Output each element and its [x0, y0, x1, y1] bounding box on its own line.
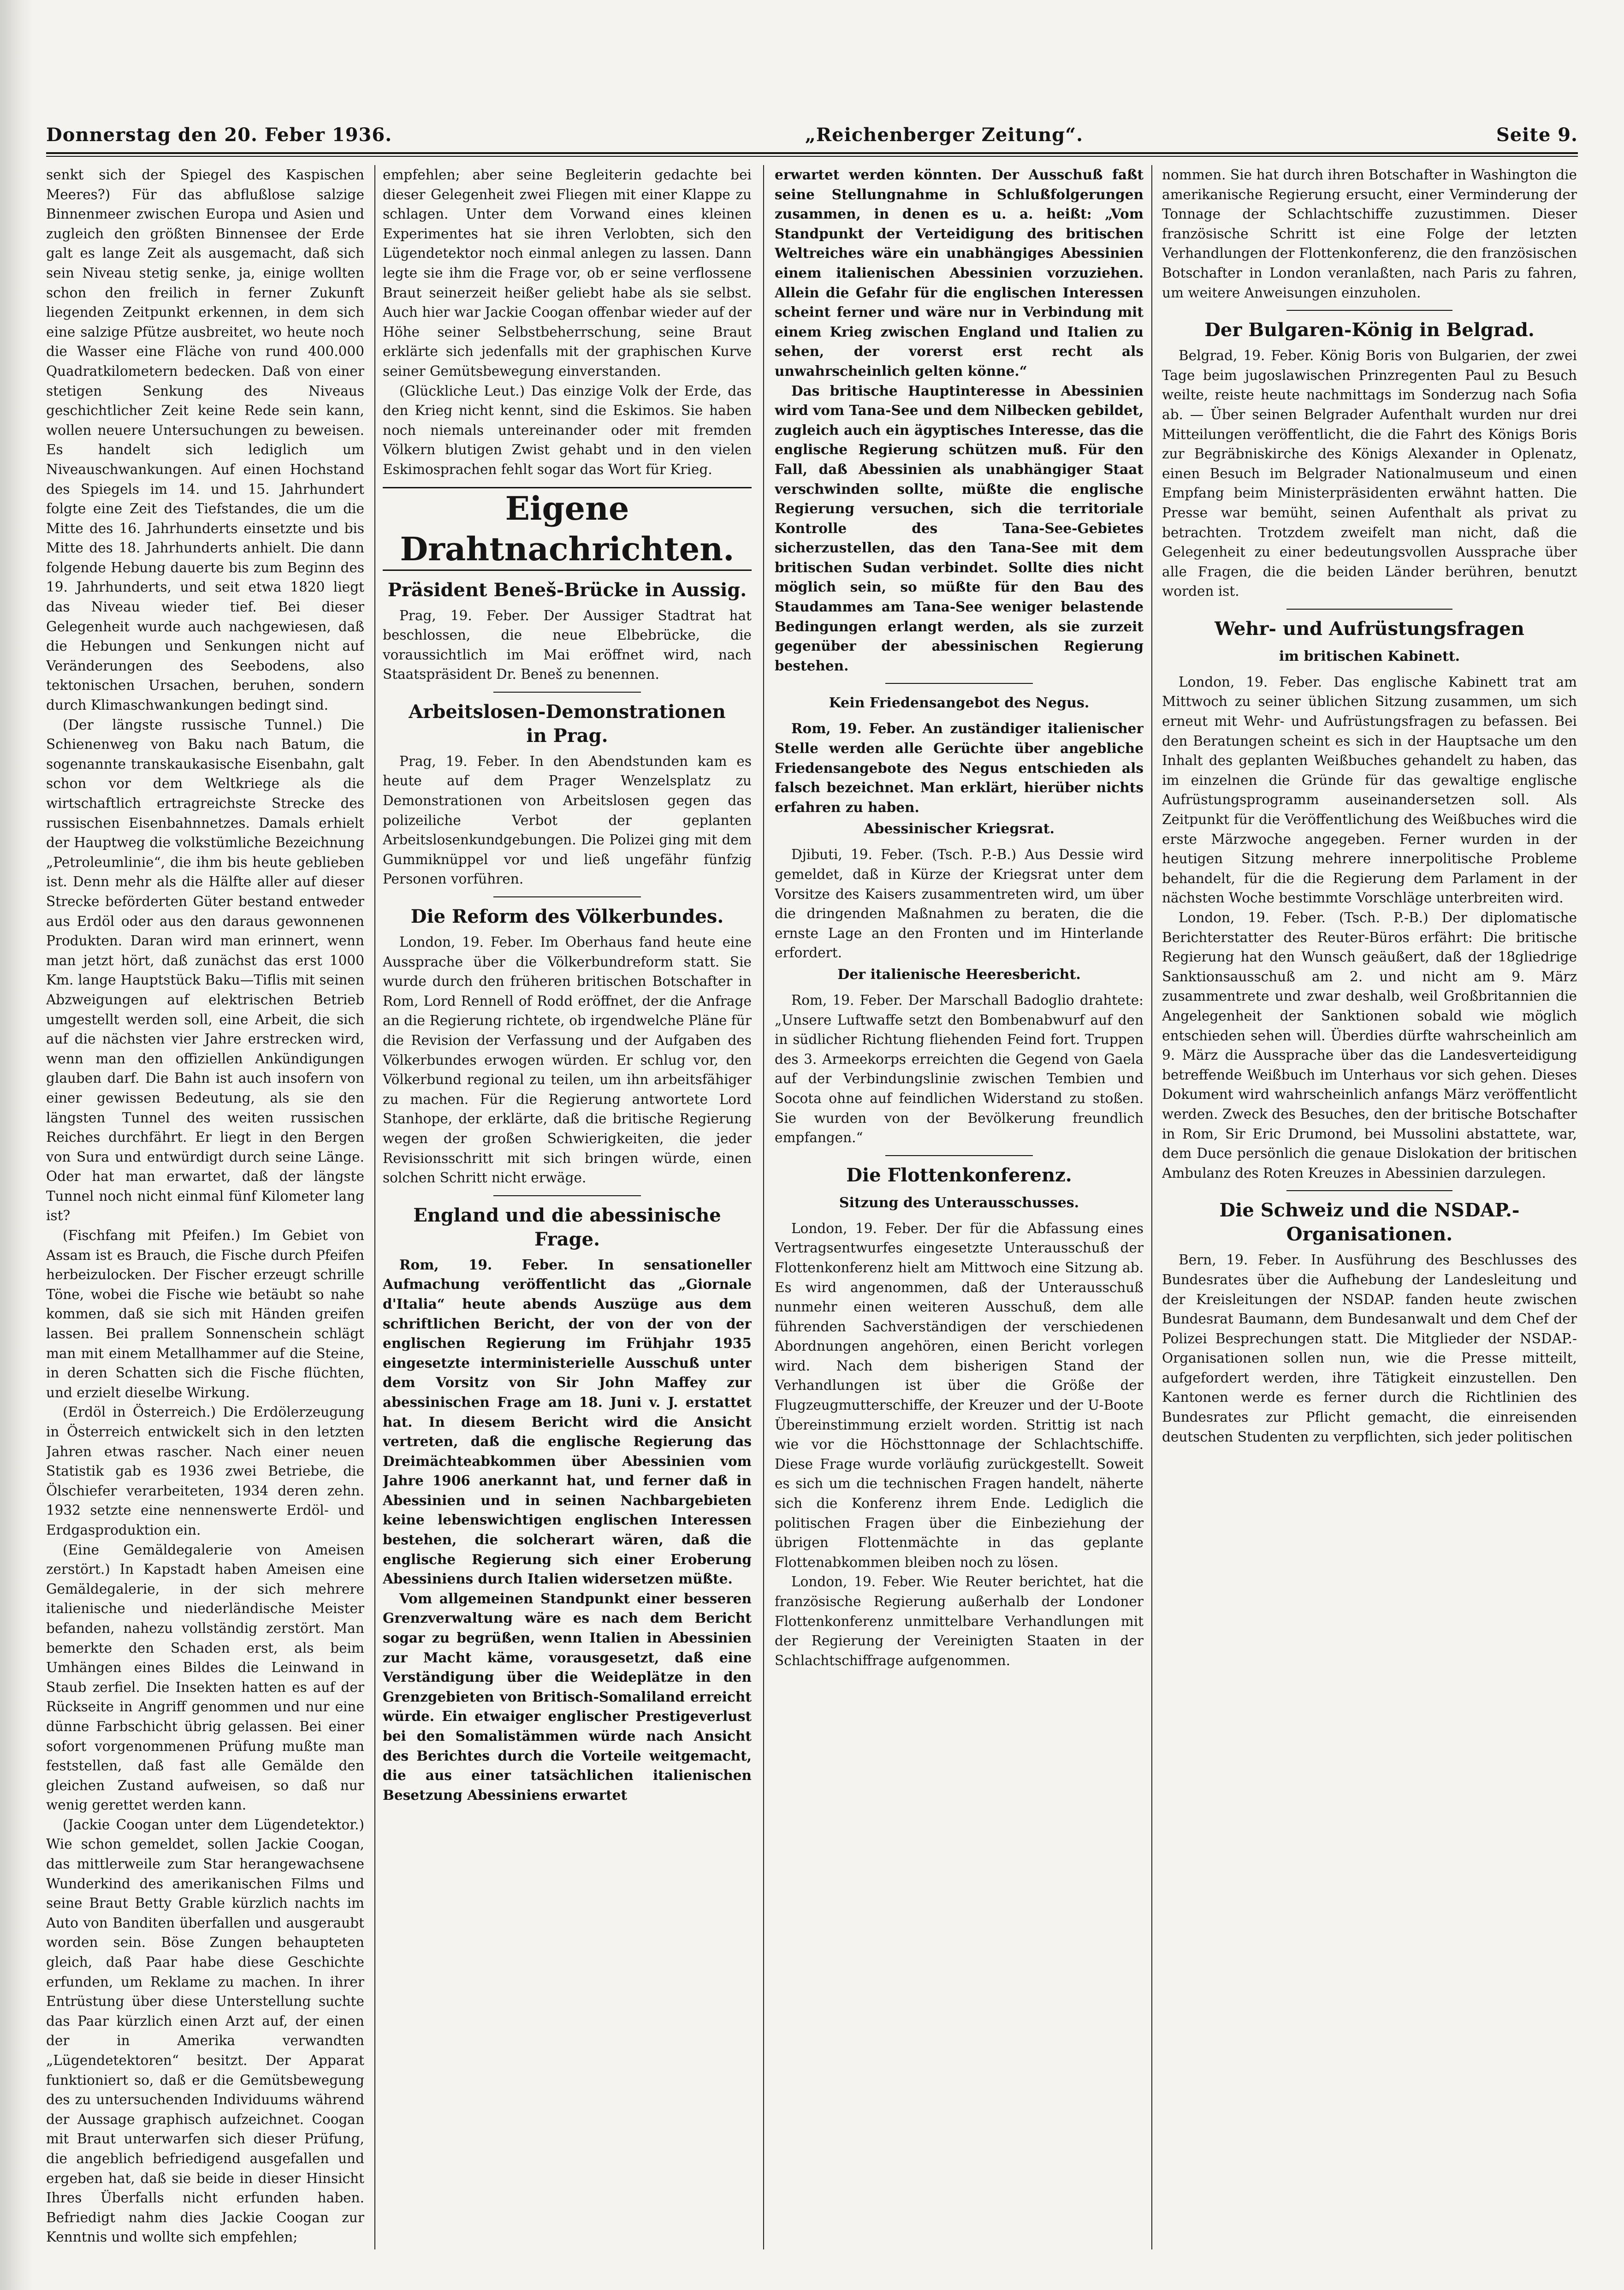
article-oil-austria: (Erdöl in Österreich.) Die Erdölerzeugung in Österreich entwickelt sich in den letzten Jahren etwas rascher. Nach einer neuen Statistik gab es 1936 zwei Betriebe, die Ölschiefer verarbeiteten, 1934 deren zehn. 1932 setzte eine nennenswerte Erdöl- und Erdgasproduktion ein. [46, 1404, 364, 1538]
column-divider [374, 165, 375, 2249]
headline-no-peace-offer: Kein Friedensangebot des Negus. [829, 695, 1090, 712]
column-divider [1151, 165, 1152, 2249]
headline-demonstrations-line2: in Prag. [526, 724, 608, 747]
article-french-battleships: London, 19. Feber. Wie Reuter berichtet, hat die französische Regierung außerhalb der Londoner Flottenkonferenz unmittelbare Verhandlungen mit der Regierung der Vereinigten Staaten in der Schlachtschiffrage aufgenommen. [775, 1574, 1144, 1668]
article-french-continued: nommen. Sie hat durch ihren Botschafter in Washington die amerikanische Regierung ersucht, einer Verminderung der Tonnage der Schlachtschiffe zuzustimmen. Dieser französische Schritt ist eine Folge der letzten Verhandlungen der Flottenkonferenz, die den französischen Botschafter in London veranlaßten, nach Paris zu fahren, um weitere Anweisungen einzuholen. [1162, 167, 1577, 301]
article-benes-bridge: Prag, 19. Feber. Der Aussiger Stadtrat hat beschlossen, die neue Elbebrücke, die voraussichtlich im Mai eröffnet wird, nach Staatspräsident Dr. Beneš zu benennen. [383, 607, 752, 682]
article-army-report: Rom, 19. Feber. Der Marschall Badoglio drahtete: „Unsere Luftwaffe setzt den Bombenabwurf auf den in südlicher Richtung fliehenden Feind fort. Truppen des 3. Armeekorps erreichten die Gegend von Gaela auf der Verbindungslinie zwischen Tembien und Socota ohne auf feindlichen Widerstand zu stoßen. Sie wurden von der Bevölkerung freundlich empfangen.“ [775, 992, 1144, 1146]
subheadline-british-cabinet: im britischen Kabinett. [1279, 648, 1460, 664]
separator [1286, 1190, 1452, 1191]
article-naval-conference: London, 19. Feber. Der für die Abfassung eines Vertragsentwurfes eingesetzte Unterausschuß der Flottenkonferenz hielt am Mittwoch eine Sitzung ab. Es wird angenommen, daß der Unterausschuß nunmehr einen weiteren Ausschuß, dem alle führenden Sachverständigen der verschiedenen Abordnungen angehören, einen Bericht vorlegen wird. Nach dem bisherigen Stand der Verhandlungen ist über die Größe der Flugzeugmutterschiffe, der Kreuzer und der U-Boote Übereinstimmung erzielt worden. Strittig ist nach wie vor die Höchsttonnage der Schlachtschiffe. Diese Frage wurde vorläufig zurückgestellt. Soweit es sich um die technischen Fragen handelt, näherte sich die Konferenz ihrem Ende. Lediglich die politischen Fragen über die Einbeziehung der übrigen Flottenmächte in das geplante Flottenabkommen bleiben noch zu lösen. [775, 1220, 1144, 1570]
article-eskimos: (Glückliche Leut.) Das einzige Volk der Erde, das den Krieg nicht kennt, sind die Eskimos. Sie haben noch niemals untereinander oder mit fremden Völkern blutigen Zwist gehabt und in den vielen Eskimosprachen fehlt sogar das Wort für Krieg. [383, 383, 752, 477]
separator [493, 692, 641, 693]
article-sanctions-committee: London, 19. Feber. (Tsch. P.-B.) Der diplomatische Berichterstatter des Reuter-Büros erfährt: Die britische Regierung hat den Wunsch geäußert, daß der 18gliedrige Sanktionsausschuß am 2. und nicht am 9. März zusammentrete und zwar deshalb, weil Großbritannien die Angelegenheit der Sanktionen sobald wie möglich entschieden sehen will. Überdies dürfte wahrscheinlich am 9. März die Aussprache über das die Landesverteidigung betreffende Weißbuch im Unterhaus vor sich gehen. Dieses Dokument wird wahrscheinlich anfangs März veröffentlicht werden. Zweck des Besuches, den der britische Botschafter in Rom, Sir Eric Drumond, bei Mussolini abstattete, war, dem Duce persönlich die genaue Dislokation der britischen Ambulanz des Roten Kreuzes in Abessinien darzulegen. [1162, 910, 1577, 1181]
separator [1286, 609, 1452, 610]
column-4 [1162, 165, 1577, 2272]
headline-england-abyssinia: England und die abessinische Frage. [413, 1204, 721, 1250]
separator [885, 1155, 1033, 1156]
separator [1286, 310, 1452, 311]
column-2 [383, 165, 752, 2272]
headline-bulgarian-king: Der Bulgaren-König in Belgrad. [1204, 319, 1535, 341]
headline-switzerland-line1: Die Schweiz und die NSDAP.- [1219, 1199, 1520, 1222]
running-head [46, 121, 1578, 148]
headline-benes-bridge: Präsident Beneš-Brücke in Aussig. [387, 579, 747, 601]
headline-league-reform: Die Reform des Völkerbundes. [410, 906, 724, 928]
article-bulgarian-king: Belgrad, 19. Feber. König Boris von Bulgarien, der zwei Tage beim jugoslawischen Prinzregenten Paul zu Besuch weilte, reiste heute nachmittags im Sonderzug nach Sofia ab. — Über seinen Belgrader Aufenthalt wurden nur drei Mitteilungen veröffentlicht, die die Fahrt des Königs Boris zur Begräbniskirche des Königs Alexander in Oplenatz, einen Besuch im Belgrader Nationalmuseum und einen Empfang beim Ministerpräsidenten erwähnt hatten. Die Presse war bemüht, seinen Aufenthalt als privat zu betrachten. Trotzdem zweifelt man nicht, daß die Gelegenheit zu einer bedeutungsvollen Aussprache über alle Fragen, die die beiden Länder berühren, benutzt worden ist. [1162, 348, 1577, 599]
column-3 [775, 165, 1144, 2272]
masthead-title: „Reichenberger Zeitung“. [805, 124, 1084, 146]
article-demonstrations: Prag, 19. Feber. In den Abendstunden kam es heute auf dem Prager Wenzelsplatz zu Demonstrationen von Arbeitslosen gegen das polizeiliche Verbot der geplanten Arbeitslosenkundgebungen. Die Polizei ging mit dem Gummiknüppel vor und ließ ungefähr fünfzig Personen vorführen. [383, 753, 752, 887]
headline-army-report: Der italienische Heeresbericht. [837, 966, 1081, 983]
headline-switzerland-line2: Organisationen. [1286, 1223, 1453, 1246]
headline-rearmament: Wehr- und Aufrüstungsfragen [1215, 617, 1524, 640]
article-coogan-lie-detector: (Jackie Coogan unter dem Lügendetektor.) Wie schon gemeldet, sollen Jackie Coogan, das mittlerweile zum Star herangewachsene Wunderkind des amerikanischen Films und seine Braut Betty Grable kürzlich nachts im Auto von Banditen überfallen und ausgeraubt worden sein. Böse Zungen behaupteten gleich, daß Paar habe diese Geschichte erfunden, um Reklame zu machen. In ihrer Entrüstung über diese Unterstellung suchte das Paar kürzlich einen Arzt auf, der einen der in Amerika verwandten „Lügendetektoren“ besitzt. Der Apparat funktioniert so, daß er die Gemütsbewegung des zu untersuchenden Individuums während der Aussage graphisch aufzeichnet. Coogan mit Braut unterwarfen sich dieser Prüfung, die angeblich befriedigend ausgefallen und ergeben hat, daß sie beide in dieser Hinsicht Ihres Überfalls nicht erfunden haben. Befriedigt nahm dies Jackie Coogan zur Kenntnis und wollte sich empfehlen; [46, 1816, 364, 2245]
article-fishing-whistles: (Fischfang mit Pfeifen.) Im Gebiet von Assam ist es Brauch, die Fische durch Pfeifen herbeizulocken. Der Fischer erzeugt schrille Töne, wobei die Fische wie betäubt so nahe kommen, daß sie sich mit Händen greifen lassen. Bei prallem Sonnenschein schlägt man mit einem Metallhammer auf die Steine, in deren Schatten sich die Fische flüchten, und erzielt dieselbe Wirkung. [46, 1228, 364, 1400]
column-1 [46, 165, 364, 2272]
page-number: Seite 9. [1496, 124, 1578, 146]
section-banner: Eigene Drahtnachrichten. [383, 487, 752, 571]
separator [493, 896, 641, 897]
article-switzerland-nsdap: Bern, 19. Feber. In Ausführung des Beschlusses des Bundesrates über die Aufhebung der Landesleitung und der Kreisleitungen der NSDAP. fanden heute zwischen Bundesrat Baumann, dem Bundesanwalt und dem Chef der Polizei Besprechungen statt. Die Mitglieder der NSDAP.-Organisationen sollen nun, wie die Presse mitteilt, aufgefordert werden, ihre Tätigkeit einzustellen. Den Kantonen werde es ferner durch die Richtlinien des Bundesrates zur Pflicht gemacht, die einreisenden deutschen Studenten zu verpflichten, sich jeder politischen [1162, 1252, 1577, 1445]
article-war-council: Djibuti, 19. Feber. (Tsch. P.-B.) Aus Dessie wird gemeldet, daß in Kürze der Kriegsrat unter dem Vorsitze des Kaisers zusammentreten wird, um über die dringenden Maßnahmen zu beraten, die die ernste Lage an den Fronten und im Hinterlande erfordert. [775, 847, 1144, 961]
article-committee-conclusions: erwartet werden könnten. Der Ausschuß faßt seine Stellungnahme in Schlußfolgerungen zusammen, in denen es u. a. heißt: „Vom Standpunkt der Verteidigung des britischen Weltreiches wäre ein unabhängiges Abessinien einem italienischen Abessinien vorzuziehen. Allein die Gefahr für die englischen Interessen scheint ferner und wäre nur in Verbindung mit einem Krieg zwischen England und Italien zu sehen, der vorerst erst recht als unwahrscheinlich gelten könne.“ [775, 166, 1144, 379]
issue-date: Donnerstag den 20. Feber 1936. [46, 124, 392, 146]
scan-edge [0, 0, 32, 2290]
article-england-abyssinia: Rom, 19. Feber. In sensationeller Aufmachung veröffentlicht das „Giornale d'Italia“ heute abends Auszüge aus dem schriftlichen Bericht, der von der von der englischen Regierung im Frühjahr 1935 eingesetzte interministerielle Ausschuß unter dem Vorsitz von Sir John Maffey zur abessinischen Frage am 18. Juni v. J. erstattet hat. In diesem Bericht wird die Ansicht vertreten, daß die englische Regierung das Dreimächteabkommen über Abessinien vom Jahre 1906 anerkannt hat, und ferner daß in Abessinien und in seinen Nachbargebieten keine lebenswichtigen englischen Interessen bestehen, die solcherart wären, daß die englische Regierung sich einer Eroberung Abessiniens durch Italien widersetzen müßte. [383, 1256, 752, 1587]
article-rearmament: London, 19. Feber. Das englische Kabinett trat am Mittwoch zu seiner üblichen Sitzung zusammen, um sich erneut mit Wehr- und Aufrüstungsfragen zu befassen. Bei den Beratungen scheint es sich in der Hauptsache um den Inhalt des geplanten Weißbuches gehandelt zu haben, das im einzelnen die Gründe für das gewaltige englische Aufrüstungsprogramm auseinandersetzen soll. Als Zeitpunkt für die Veröffentlichung des Weißbuches wird die erste Märzwoche angegeben. Ferner wurden in der heutigen Sitzung mehrere innerpolitische Probleme behandelt, für die die Regierung dem Parlament in der nächsten Woche bestimmte Vorschläge unterbreiten wird. [1162, 674, 1577, 906]
headline-switzerland-nsdap [1162, 1198, 1577, 1246]
article-tana-lake: Das britische Hauptinteresse in Abessinien wird vom Tana-See und dem Nilbecken gebildet, zugleich auch ein ägyptisches Interesse, das die englische Regierung schützen muß. Für den Fall, daß Abessinien als unabhängiger Staat verschwinden sollte, müßte die englische Regierung versuchen, sich die territoriale Kontrolle des Tana-See-Gebietes sicherzustellen, das den Tana-See mit dem britischen Sudan verbindet. Sollte dies nicht möglich sein, so müßte für den Bau des Staudammes am Tana-See weniger belastende Bedingungen erlangt werden, als sie zurzeit gegenüber der abessinischen Regierung bestehen. [775, 382, 1144, 674]
article-russian-tunnel: (Der längste russische Tunnel.) Die Schienenweg von Baku nach Batum, die sogenannte transkaukasische Eisenbahn, galt schon vor dem Weltkriege als die wirtschaftlich ertragreichste Strecke des russischen Eisenbahnnetzes. Damals erhielt der Hauptweg die volkstümliche Bezeichnung „Petroleumlinie“, die ihm bis heute geblieben ist. Denn mehr als die Hälfte aller auf dieser Strecke beförderten Güter bestand entweder aus Erdöl oder aus den daraus gewonnenen Produkten. Daran wird man erinnert, wenn man jetzt hört, daß zunächst das erst 1000 Km. lange Hauptstück Baku—Tiflis mit seinen Abzweigungen auf elektrischen Betrieb umgestellt werden soll, eine Arbeit, die sich auf die nächsten vier Jahre erstrecken wird, wenn man den offiziellen Ankündigungen glauben darf. Die Bahn ist auch insofern von einer gewissen Bedeutung, als sie den längsten Tunnel des weiten russischen Reiches durchfährt. Er liegt in den Bergen von Sura und entwürdigt durch seine Länge. Oder hat man erwartet, daß der längste Tunnel noch nicht einmal fünf Kilometer lang ist? [46, 717, 364, 1224]
headline-demonstrations [383, 700, 752, 748]
header-rule [46, 152, 1578, 157]
headline-naval-conference: Die Flottenkonferenz. [846, 1164, 1072, 1186]
article-ant-gallery: (Eine Gemäldegalerie von Ameisen zerstört.) In Kapstadt haben Ameisen eine Gemäldegalerie, in der sich mehrere italienische und niederländische Meister befanden, nahezu vollständig zerstört. Man bemerkte den Schaden erst, als beim Umhängen eines Bildes die Leinwand in Staub zerfiel. Die Insekten hatten es auf der Rückseite in Angriff genommen und nur eine dünne Farbschicht übrig gelassen. Bei einer sofort vorgenommenen Prüfung mußte man feststellen, daß fast alle Gemälde den gleichen Zustand aufweisen, so daß nur wenig gerettet werden kann. [46, 1542, 364, 1813]
separator [493, 1195, 641, 1196]
article-league-reform: London, 19. Feber. Im Oberhaus fand heute eine Aussprache über die Völkerbundreform statt. Sie wurde durch den früheren britischen Botschafter in Rom, Lord Rennell of Rodd eröffnet, der die Anfrage an die Regierung richtete, ob irgendwelche Pläne für die Revision der Verfassung und der Aufgaben des Völkerbundes erwogen würden. Er schlug vor, den Völkerbund regional zu teilen, um ihn arbeitsfähiger zu machen. Für die Regierung antwortete Lord Stanhope, der erklärte, daß die britische Regierung wegen der großen Schwierigkeiten, die jeder Revisionsschritt mit sich bringen würde, einen solchen Schritt nicht erwäge. [383, 934, 752, 1186]
column-divider [763, 165, 764, 2249]
separator [885, 683, 1033, 684]
article-no-peace-offer: Rom, 19. Feber. An zuständiger italienischer Stelle werden alle Gerüchte über angebliche Friedensangebote des Negus entschieden als falsch bezeichnet. Man erklärt, hierüber nichts erfahren zu haben. [775, 720, 1144, 815]
headline-war-council: Abessinischer Kriegsrat. [864, 821, 1055, 837]
subheadline-subcommittee: Sitzung des Unterausschusses. [839, 1194, 1079, 1211]
article-coogan-continued: empfehlen; aber seine Begleiterin gedachte bei dieser Gelegenheit zwei Fliegen mit einer Klappe zu schlagen. Unter dem Vorwand eines kleinen Experimentes hat sie ihren Verlobten, sich den Lügendetektor noch einmal anlegen zu lassen. Dann legte sie ihm die Frage vor, ob er seine verflossene Braut seinerzeit heißer geliebt habe als sie selbst. Auch hier war Jackie Coogan offenbar wieder auf der Höhe seiner Selbstbeherrschung, seine Braut erklärte sich jedenfalls mit der graphischen Kurve seiner Gemütsbewegung einverstanden. [383, 167, 752, 379]
article-england-abyssinia-2: Vom allgemeinen Standpunkt einer besseren Grenzverwaltung wäre es nach dem Bericht sogar zu begrüßen, wenn Italien in Abessinien zur Macht käme, vorausgesetzt, daß eine Verständigung über die Weideplätze in den Grenzgebieten von Britisch-Somaliland erreicht würde. Ein etwaiger englischer Prestigeverlust bei den Somalistämmen würde nach Ansicht des Berichtes durch die Vorteile weitgemacht, die aus einer tatsächlichen italienischen Besetzung Abessiniens erwartet [383, 1590, 752, 1803]
headline-demonstrations-line1: Arbeitslosen-Demonstrationen [409, 700, 726, 723]
article-caspian-sea: senkt sich der Spiegel des Kaspischen Meeres?) Für das abflußlose salzige Binnenmeer zwischen Europa und Asien und zugleich den größten Binnensee der Erde galt es lange Zeit als ausgemacht, daß sich sein Niveau stetig senke, ja, einige wollten schon den freilich in ferner Zukunft liegenden Zeitpunkt erkennen, in dem sich eine salzige Pfütze ausbreitet, wo heute noch die Wasser eine Fläche von rund 400.000 Quadratkilometern bedecken. Daß von einer stetigen Senkung des Niveaus geschichtlicher Zeit keine Rede sein kann, wollen neuere Untersuchungen zu beweisen. Es handelt sich lediglich um Niveauschwankungen. Auf einen Hochstand des Spiegels im 14. und 15. Jahrhundert folgte eine Zeit des Tiefstandes, die um die Mitte des 16. Jahrhunderts einsetzte und bis Mitte des 18. Jahrhunderts anhielt. Die dann folgende Hebung dauerte bis zum Beginn des 19. Jahrhunderts, und seit etwa 1820 liegt das Niveau wieder tief. Bei dieser Gelegenheit wurde auch nachgewiesen, daß die Hebungen und Senkungen nicht auf Veränderungen des Seebodens, also tektonischen Ursachen, beruhen, sondern durch Klimaschwankungen bedingt sind. [46, 167, 364, 713]
